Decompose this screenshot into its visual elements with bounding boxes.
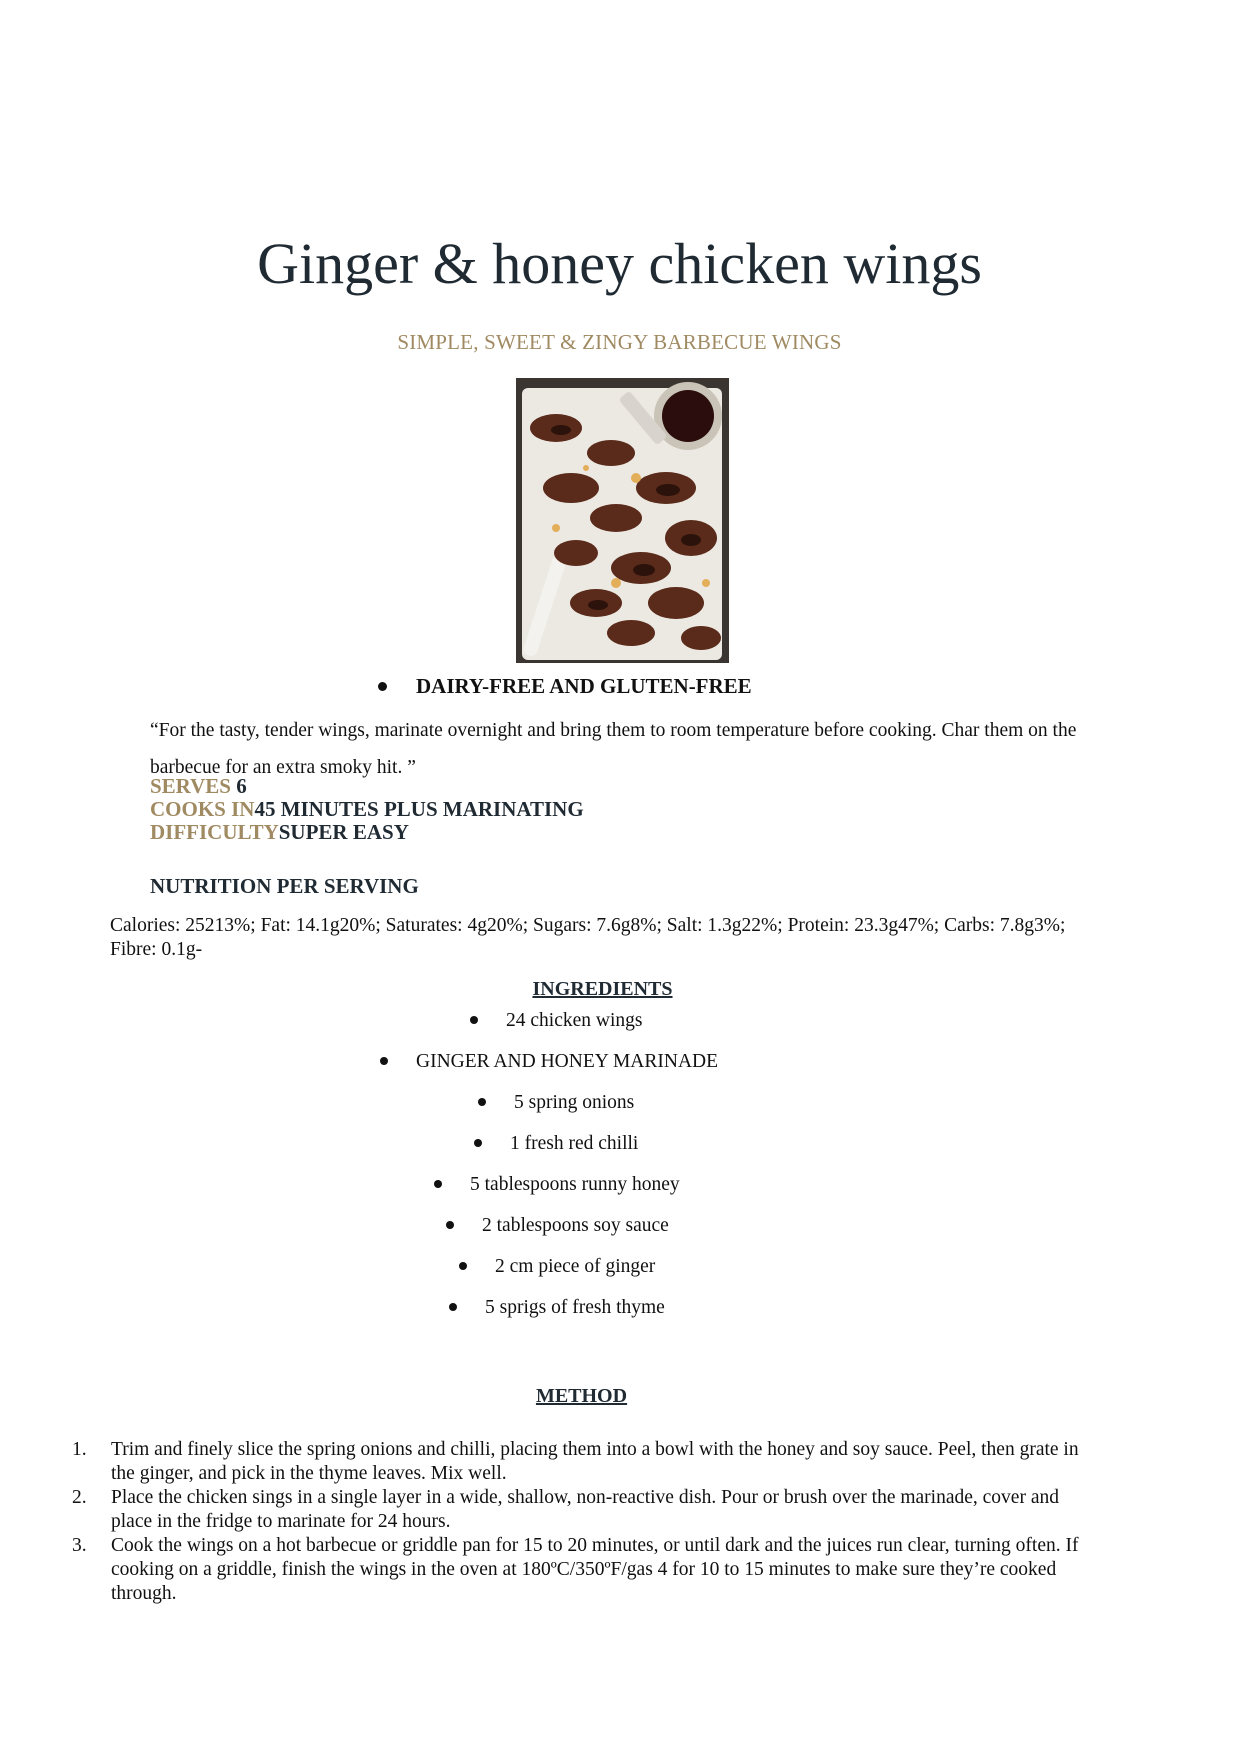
diet-info-item (378, 674, 752, 699)
method-steps-list (72, 1438, 1102, 1606)
step-number: 2. (72, 1487, 87, 1508)
bullet-icon (459, 1262, 467, 1270)
ingredient-text: 1 fresh red chilli (510, 1133, 639, 1154)
bullet-icon (434, 1180, 442, 1188)
bullet-icon (380, 1057, 388, 1065)
ingredient-text: 2 tablespoons soy sauce (482, 1215, 669, 1236)
step-number: 3. (72, 1535, 87, 1556)
bullet-icon (449, 1303, 457, 1311)
page-title: Ginger & honey chicken wings (257, 231, 982, 296)
ingredients-heading: INGREDIENTS (532, 978, 673, 1000)
ingredient-item (449, 1297, 665, 1319)
ingredient-item (474, 1133, 638, 1155)
difficulty-value: SUPER EASY (278, 820, 409, 844)
method-step (72, 1438, 1102, 1486)
ingredient-text: 5 sprigs of fresh thyme (485, 1297, 665, 1318)
ingredient-text: 2 cm piece of ginger (495, 1256, 656, 1277)
bullet-icon (470, 1016, 478, 1024)
ingredient-item (470, 1010, 642, 1032)
step-number: 1. (72, 1439, 87, 1460)
ingredient-text: GINGER AND HONEY MARINADE (416, 1051, 719, 1072)
bullet-icon (446, 1221, 454, 1229)
ingredient-item (380, 1051, 718, 1073)
difficulty-label: DIFFICULTY (150, 820, 279, 844)
serves-value: 6 (236, 774, 247, 798)
serves-label: SERVES (150, 774, 237, 798)
method-heading: METHOD (535, 1385, 628, 1407)
cooks-in-label: COOKS IN (150, 797, 255, 821)
cooks-in-value: 45 MINUTES PLUS MARINATING (254, 797, 584, 821)
ingredient-item (434, 1174, 680, 1196)
ingredient-text: 5 spring onions (514, 1092, 635, 1113)
bullet-icon (478, 1098, 486, 1106)
ingredient-item (446, 1215, 669, 1237)
step-text: Cook the wings on a hot barbecue or griddle pan for 15 to 20 minutes, or until dark and the juices run clear, turning often. If cooking on a griddle, finish the wings in the oven at 180ºC/350ºF/gas 4 for 10 to 15 minutes to make sure they’re cooked through. (111, 1535, 1079, 1604)
method-step (72, 1534, 1102, 1606)
chicken-wings-photo (516, 378, 729, 663)
step-text: Trim and finely slice the spring onions and chilli, placing them into a bowl with the honey and soy sauce. Peel, then grate in the ginger, and pick in the thyme leaves. Mix well. (111, 1439, 1079, 1484)
nutrition-text: Calories: 25213%; Fat: 14.1g20%; Saturates: 4g20%; Sugars: 7.6g8%; Salt: 1.3g22%; Protein: 23.3g47%; Carbs: 7.8g3%; Fibre: 0.1g- (110, 915, 1066, 960)
ingredient-text: 24 chicken wings (506, 1010, 643, 1031)
difficulty-row (150, 820, 409, 844)
nutrition-heading: NUTRITION PER SERVING (150, 874, 419, 898)
serves-row (150, 774, 247, 798)
method-step (72, 1486, 1102, 1534)
cooks-in-row (150, 797, 584, 821)
chicken-wings-photo-illustration (516, 378, 729, 663)
ingredient-text: 5 tablespoons runny honey (470, 1174, 680, 1195)
bullet-icon (378, 682, 387, 691)
recipe-intro-quote: “For the tasty, tender wings, marinate overnight and bring them to room temperature before cooking. Char them on the barbecue for an extra smoky hit. ” (150, 720, 1077, 778)
ingredient-item (459, 1256, 655, 1278)
page-subtitle: SIMPLE, SWEET & ZINGY BARBECUE WINGS (397, 330, 842, 354)
diet-label: DAIRY-FREE AND GLUTEN-FREE (416, 674, 752, 698)
step-text: Place the chicken sings in a single layer in a wide, shallow, non-reactive dish. Pour or brush over the marinade, cover and place in the fridge to marinate for 24 hours. (111, 1487, 1059, 1532)
bullet-icon (474, 1139, 482, 1147)
ingredient-item (478, 1092, 634, 1114)
